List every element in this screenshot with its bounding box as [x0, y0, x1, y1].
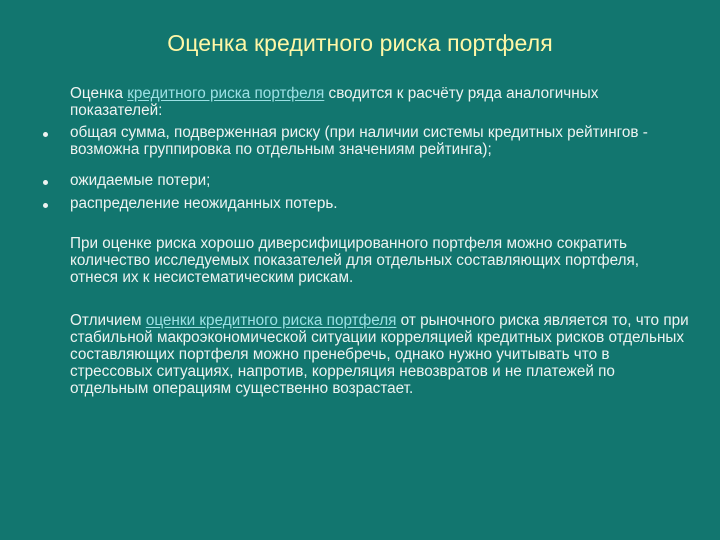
intro-text-after-link: сводится к расчёту ряда аналогичных показателей: [70, 85, 599, 119]
paragraph-text-after-link: от рыночного риска является то, что при стабильной макроэкономической ситуации корреляцией кредитных рисков отдельных составляющих портфеля можно пренебречь, однако нужно учитывать что в стрессовых ситуациях, напротив, корреляция невозвратов и не платежей по отдельным операциям существенно возрастает. [70, 312, 689, 397]
market-risk-difference-paragraph [70, 312, 690, 397]
list-item [70, 195, 690, 212]
bullet-text: распределение неожиданных потерь. [70, 195, 338, 212]
diversification-paragraph: При оценке риска хорошо диверсифицированного портфеля можно сократить количество исследуемых показателей для отдельных составляющих портфеля, отнеся их к несистематическим рискам. [70, 235, 640, 286]
slide-body [70, 85, 690, 397]
risk-indicators-list [70, 124, 690, 212]
bullet-text: ожидаемые потери; [70, 172, 211, 189]
list-item [70, 124, 690, 158]
intro-paragraph [70, 85, 690, 119]
bullet-text: общая сумма, подверженная риску (при наличии системы кредитных рейтингов - возможна группировка по отдельным значениям рейтинга); [70, 124, 648, 158]
list-item [70, 172, 690, 189]
credit-risk-portfolio-link[interactable]: кредитного риска портфеля [127, 85, 325, 102]
paragraph-text-before-link: Отличием [70, 312, 146, 329]
bullet-icon [43, 132, 48, 137]
intro-text-before-link: Оценка [70, 85, 128, 102]
bullet-icon [43, 180, 48, 185]
slide-title: Оценка кредитного риска портфеля [167, 30, 553, 56]
portfolio-credit-risk-assessment-link[interactable]: оценки кредитного риска портфеля [145, 312, 397, 329]
bullet-icon [43, 203, 48, 208]
